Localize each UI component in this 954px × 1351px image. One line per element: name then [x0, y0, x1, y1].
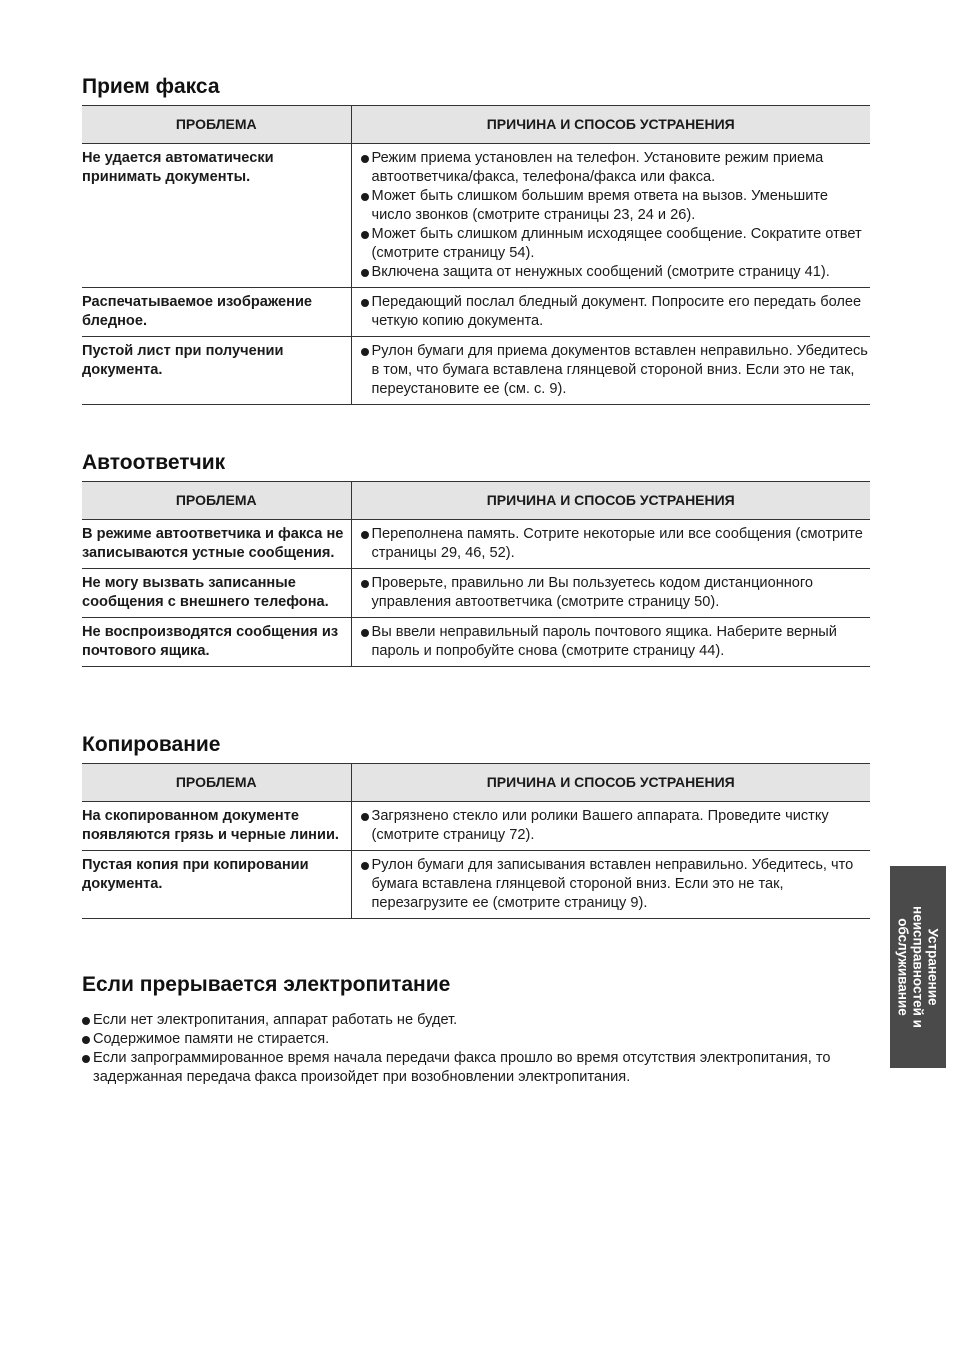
list-item: Передающий послал бледный документ. Попросите его передать более четкую копию документа. — [360, 293, 871, 331]
list-item: Режим приема установлен на телефон. Установите режим приема автоответчика/факса, телефона/факса или факса. — [360, 149, 871, 187]
side-tab-line: неисправностей и — [910, 906, 926, 1028]
problem-cell: В режиме автоответчика и факса не записываются устные сообщения. — [82, 520, 351, 569]
side-tab-line: обслуживание — [895, 918, 911, 1016]
problem-cell: Не воспроизводятся сообщения из почтового ящика. — [82, 618, 351, 667]
section-title-power-failure: Если прерывается электропитание — [82, 973, 451, 996]
list-item: Содержимое памяти не стирается. — [82, 1030, 870, 1049]
power-failure-list — [82, 1011, 870, 1087]
side-tab-line: Устранение — [925, 928, 941, 1006]
column-header-problem: ПРОБЛЕМА — [82, 482, 351, 520]
column-header-problem: ПРОБЛЕМА — [82, 764, 351, 802]
column-header-cause: ПРИЧИНА И СПОСОБ УСТРАНЕНИЯ — [351, 482, 870, 520]
chapter-side-tab — [890, 866, 946, 1068]
list-item: Если запрограммированное время начала передачи факса прошло во время отсутствия электропитания, то задержанная передача факса произойдет при возобновлении электропитания. — [82, 1049, 870, 1087]
list-item: Проверьте, правильно ли Вы пользуетесь кодом дистанционного управления автоответчика (смотрите страницу 50). — [360, 574, 871, 612]
list-item: Рулон бумаги для приема документов вставлен неправильно. Убедитесь в том, что бумага вставлена глянцевой стороной вниз. Если это не так, переустановите ее (см. с. 9). — [360, 342, 871, 399]
list-item: Может быть слишком большим время ответа на вызов. Уменьшите число звонков (смотрите страницы 23, 24 и 26). — [360, 187, 871, 225]
cause-cell — [351, 288, 870, 337]
table-header-row — [82, 106, 870, 144]
list-item: Переполнена память. Сотрите некоторые или все сообщения (смотрите страницы 29, 46, 52). — [360, 525, 871, 563]
section-title-fax-receive: Прием факса — [82, 75, 220, 98]
table-row — [82, 569, 870, 618]
problem-cell: Не могу вызвать записанные сообщения с внешнего телефона. — [82, 569, 351, 618]
table-row — [82, 288, 870, 337]
cause-cell — [351, 802, 870, 851]
problem-cell: Распечатываемое изображение бледное. — [82, 288, 351, 337]
cause-cell — [351, 337, 870, 405]
answering-machine-table — [82, 481, 870, 667]
list-item: Если нет электропитания, аппарат работать не будет. — [82, 1011, 870, 1030]
cause-cell — [351, 520, 870, 569]
list-item: Включена защита от ненужных сообщений (смотрите страницу 41). — [360, 263, 871, 282]
section-title-answering-machine: Автоответчик — [82, 451, 226, 474]
list-item: Рулон бумаги для записывания вставлен неправильно. Убедитесь, что бумага вставлена глянцевой стороной вниз. Если это не так, перезагрузите ее (смотрите страницу 9). — [360, 856, 871, 913]
section-title-copying: Копирование — [82, 733, 221, 756]
fax-receive-table — [82, 105, 870, 405]
list-item: Загрязнено стекло или ролики Вашего аппарата. Проведите чистку (смотрите страницу 72). — [360, 807, 871, 845]
table-row — [82, 802, 870, 851]
table-header-row — [82, 482, 870, 520]
problem-cell: Не удается автоматически принимать документы. — [82, 144, 351, 288]
cause-cell — [351, 144, 870, 288]
table-row — [82, 520, 870, 569]
column-header-cause: ПРИЧИНА И СПОСОБ УСТРАНЕНИЯ — [351, 764, 870, 802]
cause-cell — [351, 851, 870, 919]
table-row — [82, 618, 870, 667]
copying-table — [82, 763, 870, 919]
chapter-side-tab-label — [896, 867, 941, 1067]
table-row — [82, 144, 870, 288]
list-item: Может быть слишком длинным исходящее сообщение. Сократите ответ (смотрите страницу 54). — [360, 225, 871, 263]
table-row — [82, 337, 870, 405]
cause-cell — [351, 618, 870, 667]
column-header-problem: ПРОБЛЕМА — [82, 106, 351, 144]
table-header-row — [82, 764, 870, 802]
cause-cell — [351, 569, 870, 618]
column-header-cause: ПРИЧИНА И СПОСОБ УСТРАНЕНИЯ — [351, 106, 870, 144]
table-row — [82, 851, 870, 919]
problem-cell: Пустая копия при копировании документа. — [82, 851, 351, 919]
list-item: Вы ввели неправильный пароль почтового ящика. Наберите верный пароль и попробуйте снова (смотрите страницу 44). — [360, 623, 871, 661]
problem-cell: Пустой лист при получении документа. — [82, 337, 351, 405]
problem-cell: На скопированном документе появляются грязь и черные линии. — [82, 802, 351, 851]
